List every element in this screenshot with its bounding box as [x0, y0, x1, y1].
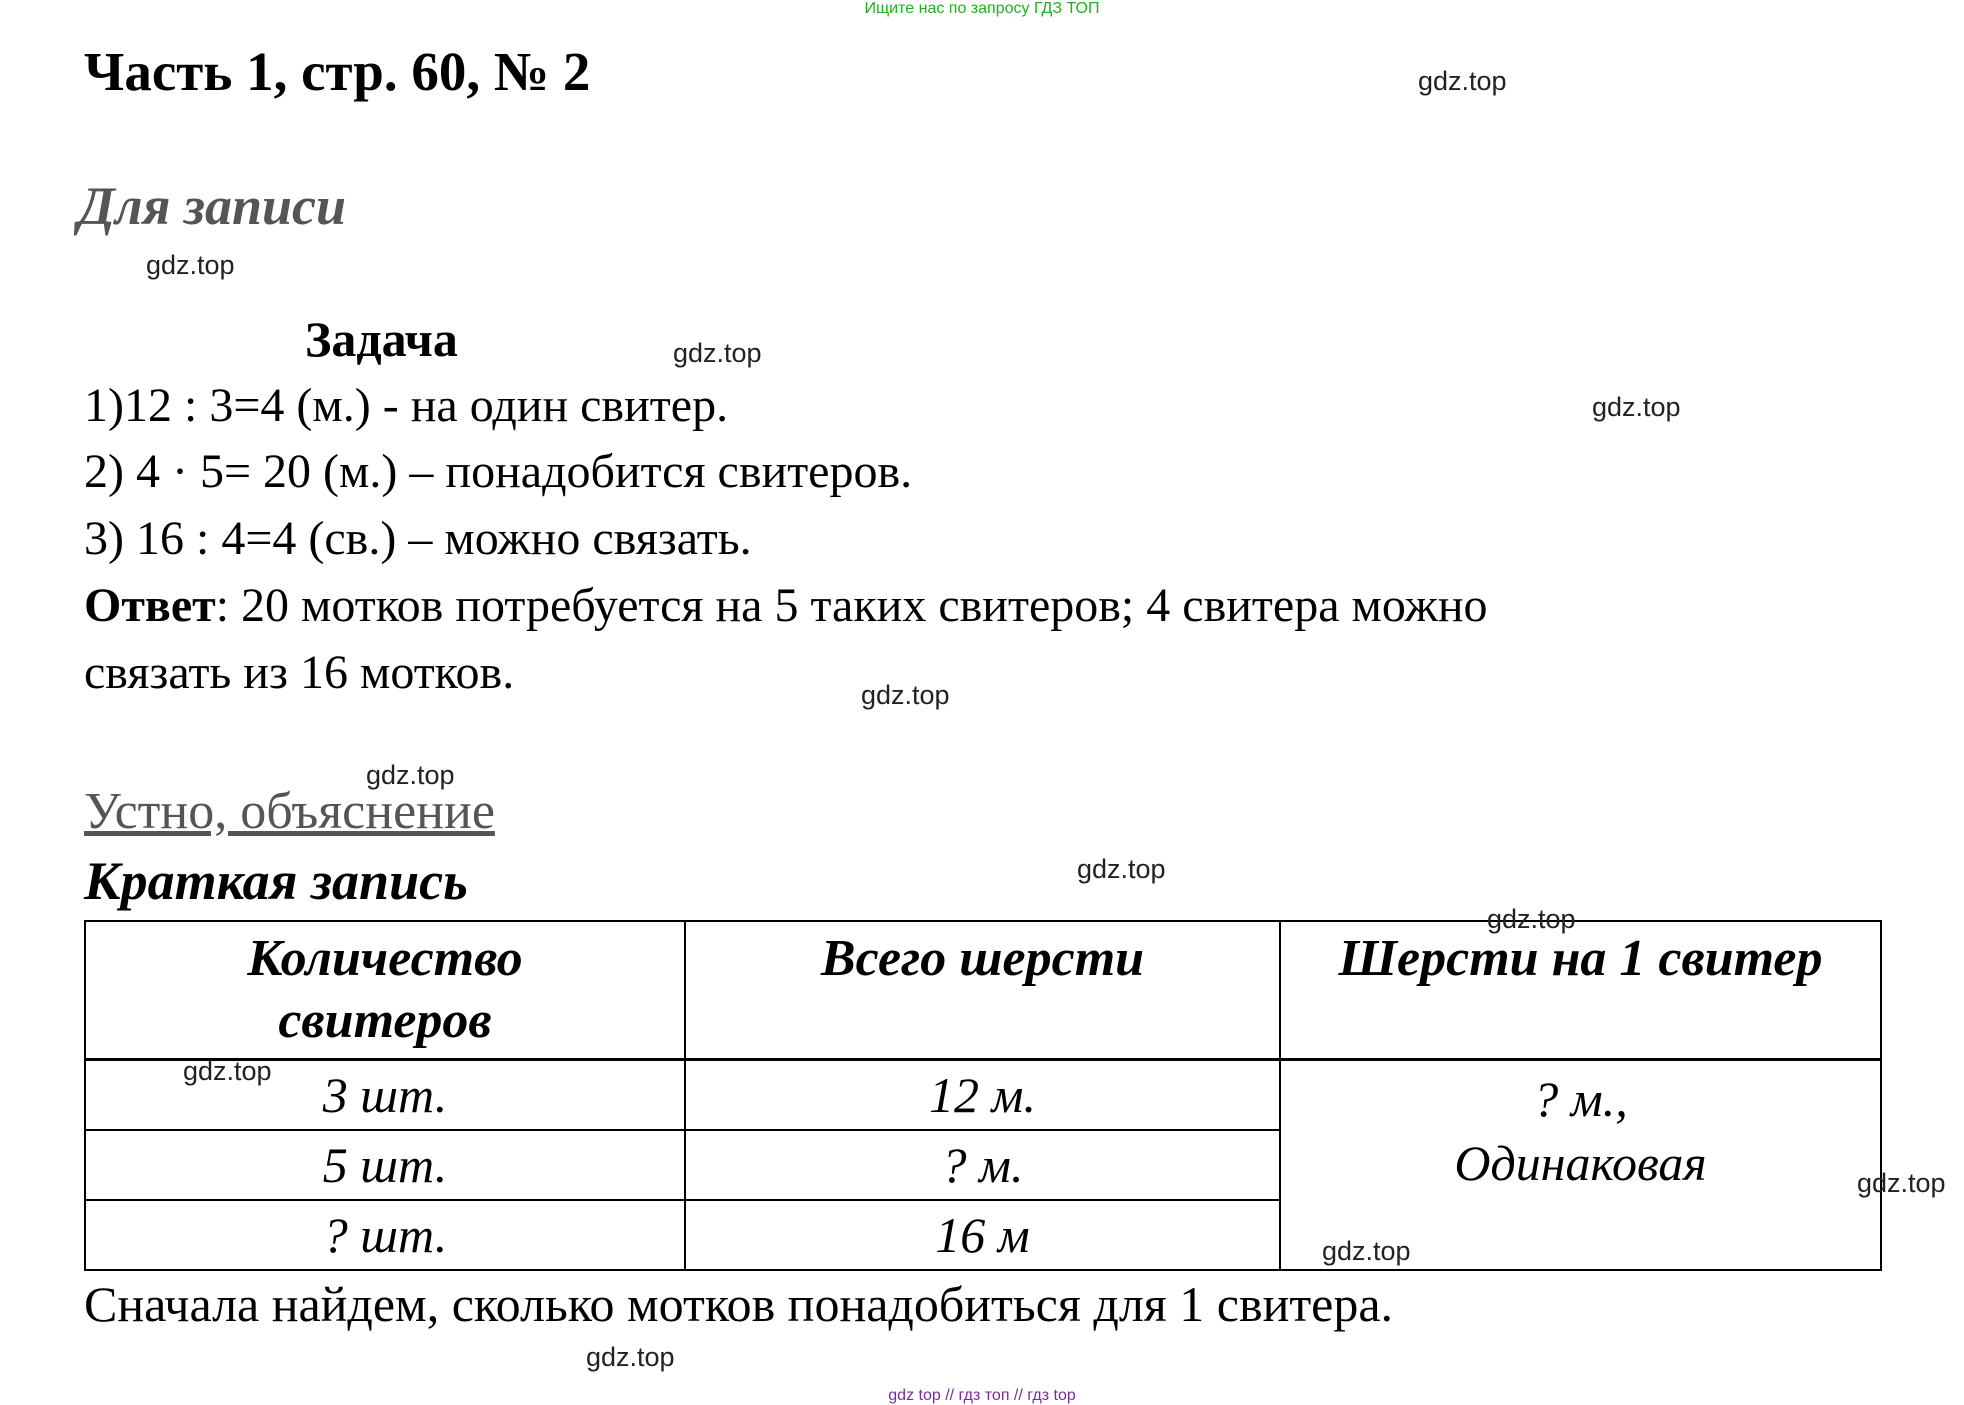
footer-links: gdz top // гдз топ // гдз top: [888, 1387, 1076, 1404]
top-banner: Ищите нас по запросу ГДЗ ТОП: [864, 0, 1100, 17]
short-record-title: Краткая запись: [84, 851, 468, 911]
task-title: Задача: [305, 311, 458, 367]
row-3-count: ? шт.: [85, 1200, 685, 1270]
table-row: [85, 1060, 1881, 1131]
watermark: gdz.top: [1487, 904, 1576, 934]
step-1: 1)12 : 3=4 (м.) - на один свитер.: [84, 379, 729, 432]
header-count: [85, 921, 685, 1060]
header-count-line2: свитеров: [278, 992, 492, 1049]
watermark: gdz.top: [1322, 1236, 1411, 1266]
header-count-line1: Количество: [247, 930, 523, 987]
watermark: gdz.top: [366, 760, 455, 790]
step-3: 3) 16 : 4=4 (св.) – можно связать.: [84, 512, 752, 565]
bottom-explanation: Сначала найдем, сколько мотков понадобиться для 1 свитера.: [84, 1276, 1394, 1332]
answer-line-2: связать из 16 мотков.: [84, 646, 515, 699]
row-1-total: 12 м.: [685, 1060, 1280, 1131]
answer-line-1: [84, 578, 1488, 633]
watermark: gdz.top: [1418, 66, 1507, 96]
watermark: gdz.top: [1857, 1168, 1946, 1198]
section-record-title: Для записи: [78, 176, 347, 236]
per-sweater-line2: Одинаковая: [1454, 1135, 1707, 1191]
row-2-total: ? м.: [685, 1130, 1280, 1200]
watermark: gdz.top: [861, 680, 950, 710]
answer-text-1: : 20 мотков потребуется на 5 таких свитеров; 4 свитера можно: [215, 579, 1488, 632]
short-record-table: [84, 920, 1882, 1271]
header-per-sweater: Шерсти на 1 свитер: [1280, 921, 1881, 1060]
oral-explanation-link: Устно, объяснение: [84, 783, 495, 840]
row-1-count: 3 шт.: [85, 1060, 685, 1131]
watermark: gdz.top: [673, 338, 762, 368]
row-2-count: 5 шт.: [85, 1130, 685, 1200]
per-sweater-line1: ? м.,: [1533, 1071, 1628, 1127]
header-total: Всего шерсти: [685, 921, 1280, 1060]
watermark: gdz.top: [1077, 854, 1166, 884]
table-header-row: [85, 921, 1881, 1060]
watermark: gdz.top: [1592, 392, 1681, 422]
answer-label: Ответ: [84, 579, 216, 632]
watermark: gdz.top: [586, 1342, 675, 1372]
step-2: 2) 4 · 5= 20 (м.) – понадобится свитеров.: [84, 445, 913, 498]
watermark: gdz.top: [146, 250, 235, 280]
row-3-total: 16 м: [685, 1200, 1280, 1270]
page-heading: Часть 1, стр. 60, № 2: [84, 41, 591, 102]
watermark: gdz.top: [183, 1056, 272, 1086]
